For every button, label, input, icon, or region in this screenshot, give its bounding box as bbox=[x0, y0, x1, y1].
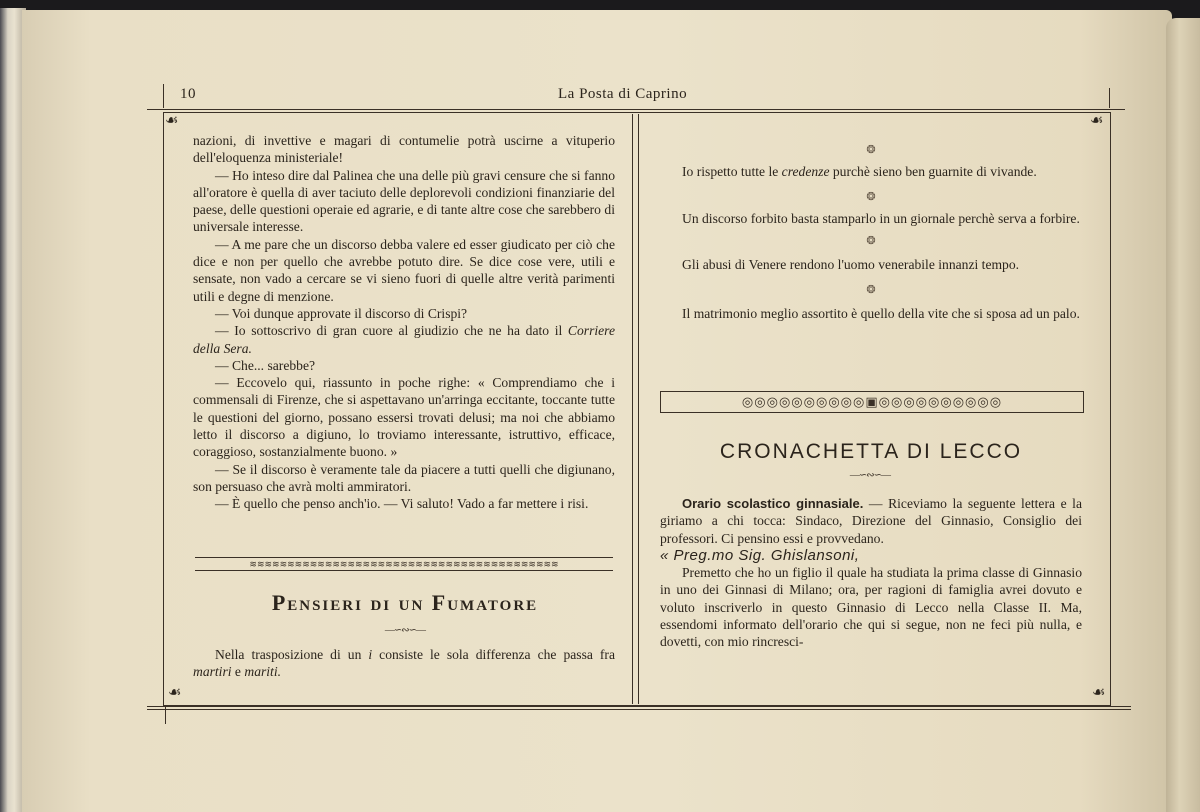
corner-ornament-top-left: ☙ bbox=[165, 113, 179, 129]
maxim: Gli abusi di Venere rendono l'uomo venerabile innanzi tempo. bbox=[682, 257, 1020, 273]
facing-page-edge bbox=[1166, 18, 1200, 812]
decorative-band: ≋≋≋≋≋≋≋≋≋≋≋≋≋≋≋≋≋≋≋≋≋≋≋≋≋≋≋≋≋≋≋≋≋≋≋≋≋≋≋≋≋ bbox=[195, 557, 613, 571]
text: consiste le sola differenza che passa fra bbox=[372, 647, 615, 662]
maxim: Un discorso forbito basta stamparlo in un giornale perchè serva a forbire. bbox=[682, 210, 1080, 226]
column-divider bbox=[632, 114, 639, 704]
text: — Io sottoscrivo di gran cuore al giudizio che ne ha dato il bbox=[215, 323, 568, 339]
header-tick-left bbox=[163, 84, 164, 108]
text: purchè sieno ben guarnite di vivande. bbox=[829, 164, 1037, 180]
lead-heading: Orario scolastico ginnasiale. bbox=[682, 496, 864, 511]
salutation: « Preg.mo Sig. Ghislansoni, bbox=[660, 546, 860, 564]
paragraph: nazioni, di invettive e magari di contumelie potrà uscirne a vituperio dell'eloquenza ministeriale! bbox=[193, 133, 615, 166]
text-italic: martiri bbox=[193, 664, 232, 680]
left-column bbox=[193, 132, 615, 513]
paragraph: — Eccovelo qui, riassunto in poche righe: « Comprendiamo che i commensali di Firenze, che si aspettavano un'arringa eccitante, toccante tutte le questioni del giorno, possano essersi trovati delusi; ma noi che abbiamo letto il discorso a digiuno, lo troviamo interessante, istruttivo, efficace, coraggioso, sostanzialmente buono. » bbox=[193, 375, 615, 460]
text: — Riceviamo la seguente lettera e la giriamo a chi tocca: Sindaco, Direzione del Ginnasio, Consiglio dei professori. Ci pensino essi e provvedano. bbox=[660, 496, 1082, 546]
small-ornament: ❂ bbox=[866, 235, 876, 248]
section-title-cronachetta: CRONACHETTA DI LECCO bbox=[719, 440, 1023, 463]
paragraph: — Che... sarebbe? bbox=[215, 357, 316, 373]
section-title-pensieri: Pensieri di un Fumatore bbox=[271, 590, 539, 615]
small-ornament: ❂ bbox=[866, 144, 876, 156]
swash-ornament: —∽∾∽— bbox=[384, 625, 426, 636]
small-ornament: ❂ bbox=[866, 283, 876, 296]
paragraph bbox=[193, 646, 615, 681]
right-column-maxims bbox=[660, 138, 1082, 322]
text: Nella trasposizione di un bbox=[215, 647, 369, 662]
paragraph: — Ho inteso dire dal Palinea che una delle più gravi censure che si fanno all'oratore è quella di aver taciuto delle deplorevoli condizioni finanziarie del paese, delle questioni operaie ed agrarie, e di tante altre cose che sarebbero di universale interesse. bbox=[193, 167, 615, 235]
corner-ornament-bottom-right: ☙ bbox=[1092, 685, 1106, 701]
text-italic: credenze bbox=[781, 164, 830, 180]
text-italic: mariti. bbox=[244, 664, 282, 680]
maxim: Il matrimonio meglio assortito è quello della vite che si sposa ad un palo. bbox=[682, 306, 1080, 322]
text: e bbox=[231, 664, 245, 680]
text: Io rispetto tutte le bbox=[682, 164, 782, 180]
small-ornament: ❂ bbox=[866, 190, 876, 203]
maxim bbox=[660, 163, 1082, 180]
page-number: 10 bbox=[180, 86, 196, 102]
bottom-rule bbox=[147, 706, 1131, 710]
header-tick-right bbox=[1109, 88, 1110, 108]
newspaper-title: Corriere della Sera. bbox=[193, 323, 615, 356]
left-column-bottom bbox=[193, 646, 615, 681]
paragraph: — A me pare che un discorso debba valere ed esser giudicato per ciò che dice e non per quello che avrebbe potuto dire. Se dice cose vere, utili e sensate, non vado a cercare se vi sieno fuori di quelle altre verità parimenti utili e degne di menzione. bbox=[193, 236, 615, 304]
paragraph bbox=[193, 322, 615, 357]
decorative-band: ◎◎◎◎◎◎◎◎◎◎▣◎◎◎◎◎◎◎◎◎◎ bbox=[660, 391, 1084, 413]
paragraph bbox=[660, 495, 1082, 547]
running-title: La Posta di Caprino bbox=[558, 86, 688, 102]
swash-ornament: —∽∾∽— bbox=[849, 470, 891, 481]
paragraph: — Voi dunque approvate il discorso di Crispi? bbox=[215, 305, 468, 321]
text-italic: i bbox=[368, 647, 373, 662]
corner-ornament-top-right: ☙ bbox=[1090, 113, 1104, 129]
paragraph: — È quello che penso anch'io. — Vi saluto! Vado a far mettere i risi. bbox=[215, 496, 589, 512]
paragraph: — Se il discorso è veramente tale da piacere a tutti quelli che digiunano, son persuaso che avrà molti ammiratori. bbox=[193, 461, 615, 494]
paragraph: Premetto che ho un figlio il quale ha studiata la prima classe di Ginnasio in uno dei Ginnasi di Milano; ora, per ragioni di famiglia avrei dovuto e voluto inscriverlo in questo Ginnasio di Lecco nella Classe II. Ma, essendomi informato dell'orario che qui si segue, non ne feci più nulla, e dovetti, con mio rincresci- bbox=[660, 565, 1082, 650]
corner-ornament-bottom-left: ☙ bbox=[168, 685, 182, 701]
header-rule bbox=[147, 109, 1125, 110]
right-column-cronachetta bbox=[660, 495, 1082, 651]
